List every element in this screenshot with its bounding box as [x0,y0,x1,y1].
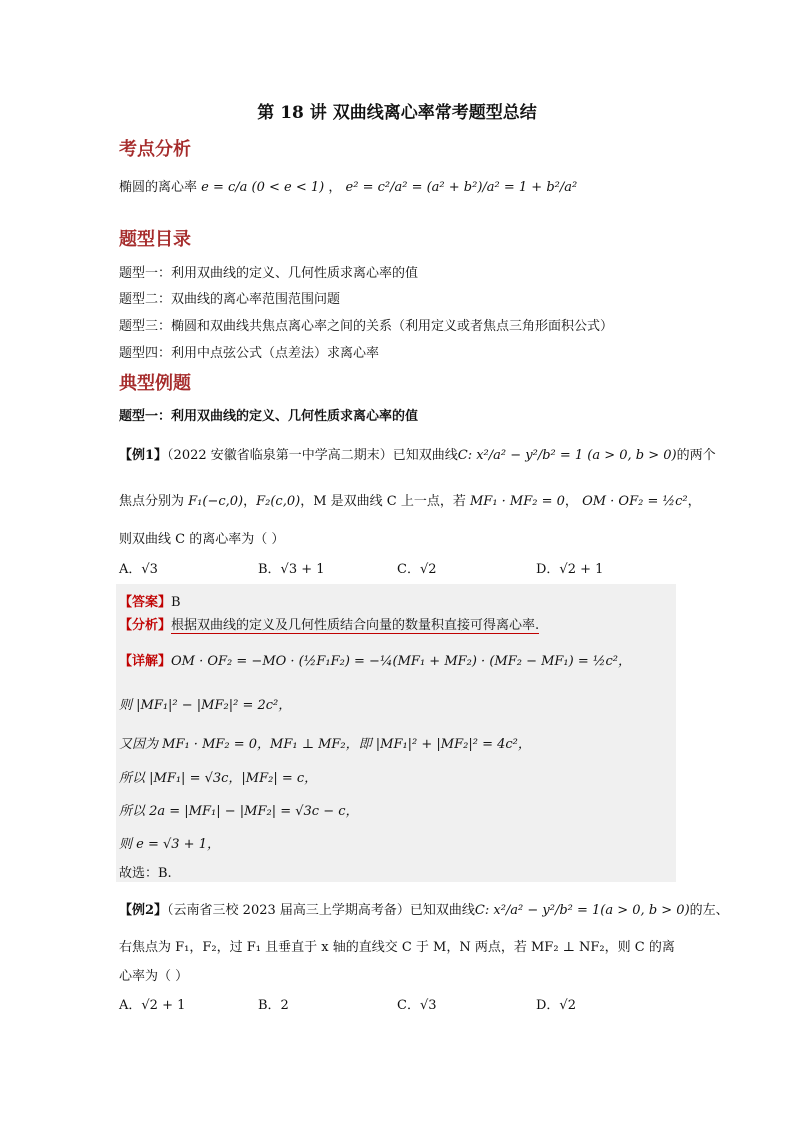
ex1-tag: 【例1】 [119,448,168,463]
ex1-detail-line-2: 则 |MF₁|² − |MF₂|² = 2c²， [119,698,292,713]
mulu-item-1: 题型一：利用双曲线的定义、几何性质求离心率的值 [119,266,419,281]
ex1-detail-line-7: 故选：B. [119,866,172,881]
mulu-item-3: 题型三：椭圆和双曲线共焦点离心率之间的关系（利用定义或者焦点三角形面积公式） [119,319,614,334]
ex1-line1-end: 的两个 [676,448,716,463]
ex1-source: （2022 安徽省临泉第一中学高二期末）已知双曲线 [167,448,458,463]
ex1-line3: 则双曲线 C 的离心率为（ ） [119,532,285,547]
ex1-vector-cond-2: OM · OF₂ = ½c² [582,494,688,509]
ex1-focus-1: F₁(−c,0) [188,494,244,509]
kaodian-prefix: 椭圆的离心率 [119,180,198,195]
ex1-vector-cond-1: MF₁ · MF₂ = 0 [469,494,565,509]
ex1-detail-line-4: 所以 |MF₁| = √3c，|MF₂| = c， [119,771,318,786]
ex1-detail-line-3: 又因为 MF₁ · MF₂ = 0，MF₁ ⊥ MF₂，即 |MF₁|² + |MF₂|² = 4c²， [119,737,531,752]
ex1-option-b: B．√3 + 1 [258,562,325,577]
ex1-option-a: A．√3 [119,562,158,577]
ex1-line2-mid: ，M 是双曲线 C 上一点，若 [300,494,466,509]
section-mulu: 题型目录 [119,229,191,250]
detail-tag: 【详解】 [119,654,172,669]
answer-tag: 【答案】 [119,595,172,610]
page-title: 第 18 讲 双曲线离心率常考题型总结 [257,103,537,123]
kaodian-formula-1: e = c/a (0 < e < 1) [201,180,325,195]
ex2-tag: 【例2】 [119,903,168,918]
ex1-sep: ， [243,494,257,509]
section-kaodian: 考点分析 [119,139,191,160]
ex1-option-c: C．√2 [397,562,437,577]
ex2-line2: 右焦点为 F₁，F₂，过 F₁ 且垂直于 x 轴的直线交 C 于 M，N 两点，若 MF₂ ⊥ NF₂，则 C 的离 [119,940,675,955]
kaodian-formula-2: e² = c²/a² = (a² + b²)/a² = 1 + b²/a² [345,180,578,195]
ex1-equation: C: x²/a² − y²/b² = 1 (a > 0, b > 0) [457,448,677,463]
kaodian-line: 椭圆的离心率 e = c/a (0 < e < 1) ， e² = c²/a² = (a² + b²)/a² = 1 + b²/a² [119,180,578,195]
ex1-focus-2: F₂(c,0) [256,494,301,509]
ex1-detail-line-5: 所以 2a = |MF₁| − |MF₂| = √3c − c， [119,804,359,819]
ex2-option-d: D．√2 [536,998,576,1013]
analysis-text: 根据双曲线的定义及几何性质结合向量的数量积直接可得离心率. [171,618,540,633]
ex2-source: （云南省三校 2023 届高三上学期高考备）已知双曲线 [167,903,475,918]
ex2-equation: C: x²/a² − y²/b² = 1(a > 0, b > 0) [474,903,690,918]
detail-step-1: OM · OF₂ = −MO · (½F₁F₂) = −¼(MF₁ + MF₂) · (MF₂ − MF₁) = ½c²， [171,654,631,669]
ex2-line1 [119,899,729,918]
ex1-detail-line-1 [119,650,631,669]
ex2-option-b: B．2 [258,998,289,1013]
ex1-answer-line [119,591,181,610]
mulu-item-4: 题型四：利用中点弦公式（点差法）求离心率 [119,346,380,361]
ex1-option-d: D．√2 + 1 [536,562,604,577]
ex1-line1 [119,444,716,463]
ex2-option-a: A．√2 + 1 [119,998,186,1013]
ex1-detail-line-6: 则 e = √3 + 1， [119,837,220,852]
answer-value: B [171,595,181,610]
section-dianxing: 典型例题 [119,373,191,394]
analysis-tag: 【分析】 [119,618,172,633]
ex2-line1-end: 的左、 [689,903,729,918]
ex2-option-c: C．√3 [397,998,437,1013]
ex2-line3: 心率为（ ） [119,969,189,984]
ex1-analysis-line [119,614,539,633]
tixing1-heading: 题型一：利用双曲线的定义、几何性质求离心率的值 [119,409,419,424]
ex1-line2-start: 焦点分别为 [119,494,185,509]
ex1-line2: 焦点分别为 F₁(−c,0)，F₂(c,0)，M 是双曲线 C 上一点，若 MF₁ · MF₂ = 0， OM · OF₂ = ½c²， [119,494,701,509]
mulu-item-2: 题型二：双曲线的离心率范围范围问题 [119,292,341,307]
